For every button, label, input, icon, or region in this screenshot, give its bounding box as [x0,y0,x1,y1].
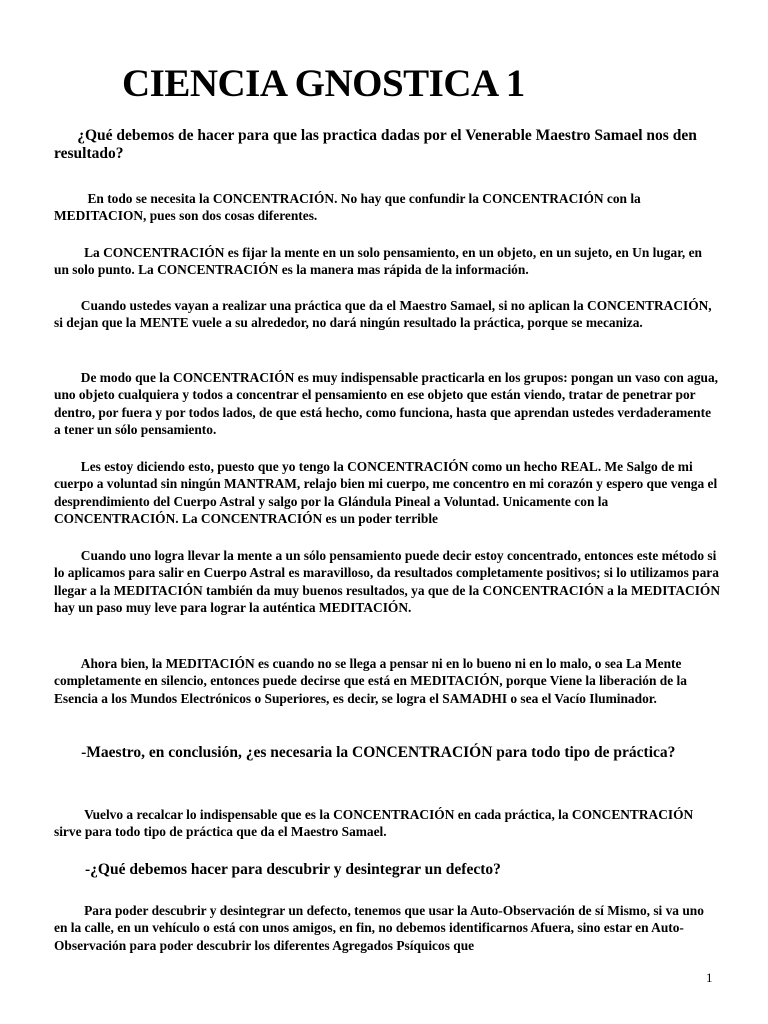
paragraph-7: Ahora bien, la MEDITACIÓN es cuando no se llega a pensar ni en lo bueno ni en lo malo, o sea La Mente completamente en silencio, entonces puede decirse que está en MEDITACIÓN, porque Viene la liberación de la Esencia a los Mundos Electrónicos o Superiores, es decir, se logra el SAMADHI o sea el Vacío Iluminador. [54,656,687,706]
paragraph-1: En todo se necesita la CONCENTRACIÓN. No hay que confundir la CONCENTRACIÓN con la MEDITACION, pues son dos cosas diferentes. [54,191,641,224]
paragraph-4: De modo que la CONCENTRACIÓN es muy indispensable practicarla en los grupos: pongan un vaso con agua, uno objeto cualquiera y todos a concentrar el pensamiento en ese objeto que están viendo, tratar de penetrar por dentro, por fuera y por todos lados, de que está hecho, como funciona, hasta que aprendan ustedes verdaderamente a tener un sólo pensamiento. [54,370,719,438]
paragraph-6: Cuando uno logra llevar la mente a un sólo pensamiento puede decir estoy concentrado, entonces este método si lo aplicamos para salir en Cuerpo Astral es maravilloso, da resultados completamente positivos; si lo utilizamos para llegar a la MEDITACIÓN también da muy buenos resultados, ya que de la CONCENTRACIÓN a la MEDITACIÓN hay un paso muy leve para lograr la auténtica MEDITACIÓN. [54,548,720,616]
question-1: ¿Qué debemos de hacer para que las practica dadas por el Venerable Maestro Samael nos den resultado? [54,127,697,162]
question-2: -Maestro, en conclusión, ¿es necesaria la CONCENTRACIÓN para todo tipo de práctica? [54,744,676,761]
paragraph-8: Vuelvo a recalcar lo indispensable que es la CONCENTRACIÓN en cada práctica, la CONCENTRACIÓN sirve para todo tipo de práctica que da el Maestro Samael. [54,807,694,840]
paragraph-3: Cuando ustedes vayan a realizar una práctica que da el Maestro Samael, si no aplican la CONCENTRACIÓN, si dejan que la MENTE vuele a su alrededor, no dará ningún resultado la práctica, porque se mecaniza. [54,298,712,331]
page-number: 1 [706,970,713,985]
paragraph-9: Para poder descubrir y desintegrar un defecto, tenemos que usar la Auto-Observación de sí Mismo, si va uno en la calle, en un vehículo o está con unos amigos, en fin, no debemos identificarnos Afuera, sino estar en Auto-Observación para poder descubrir los diferentes Agregados Psíquicos que [54,903,704,953]
question-3: -¿Qué debemos hacer para descubrir y desintegrar un defecto? [54,861,501,878]
paragraph-2: La CONCENTRACIÓN es fijar la mente en un solo pensamiento, en un objeto, en un sujeto, en Un lugar, en un solo punto. La CONCENTRACIÓN es la manera mas rápida de la información. [54,245,702,278]
paragraph-5: Les estoy diciendo esto, puesto que yo tengo la CONCENTRACIÓN como un hecho REAL. Me Salgo de mi cuerpo a voluntad sin ningún MANTRAM, relajo bien mi cuerpo, me concentro en mi corazón y espero que venga el desprendimiento del Cuerpo Astral y salgo por la Glándula Pineal a Voluntad. Unicamente con la CONCENTRACIÓN. La CONCENTRACIÓN es un poder terrible [54,459,718,527]
document-title: CIENCIA GNOSTICA 1 [122,62,525,105]
